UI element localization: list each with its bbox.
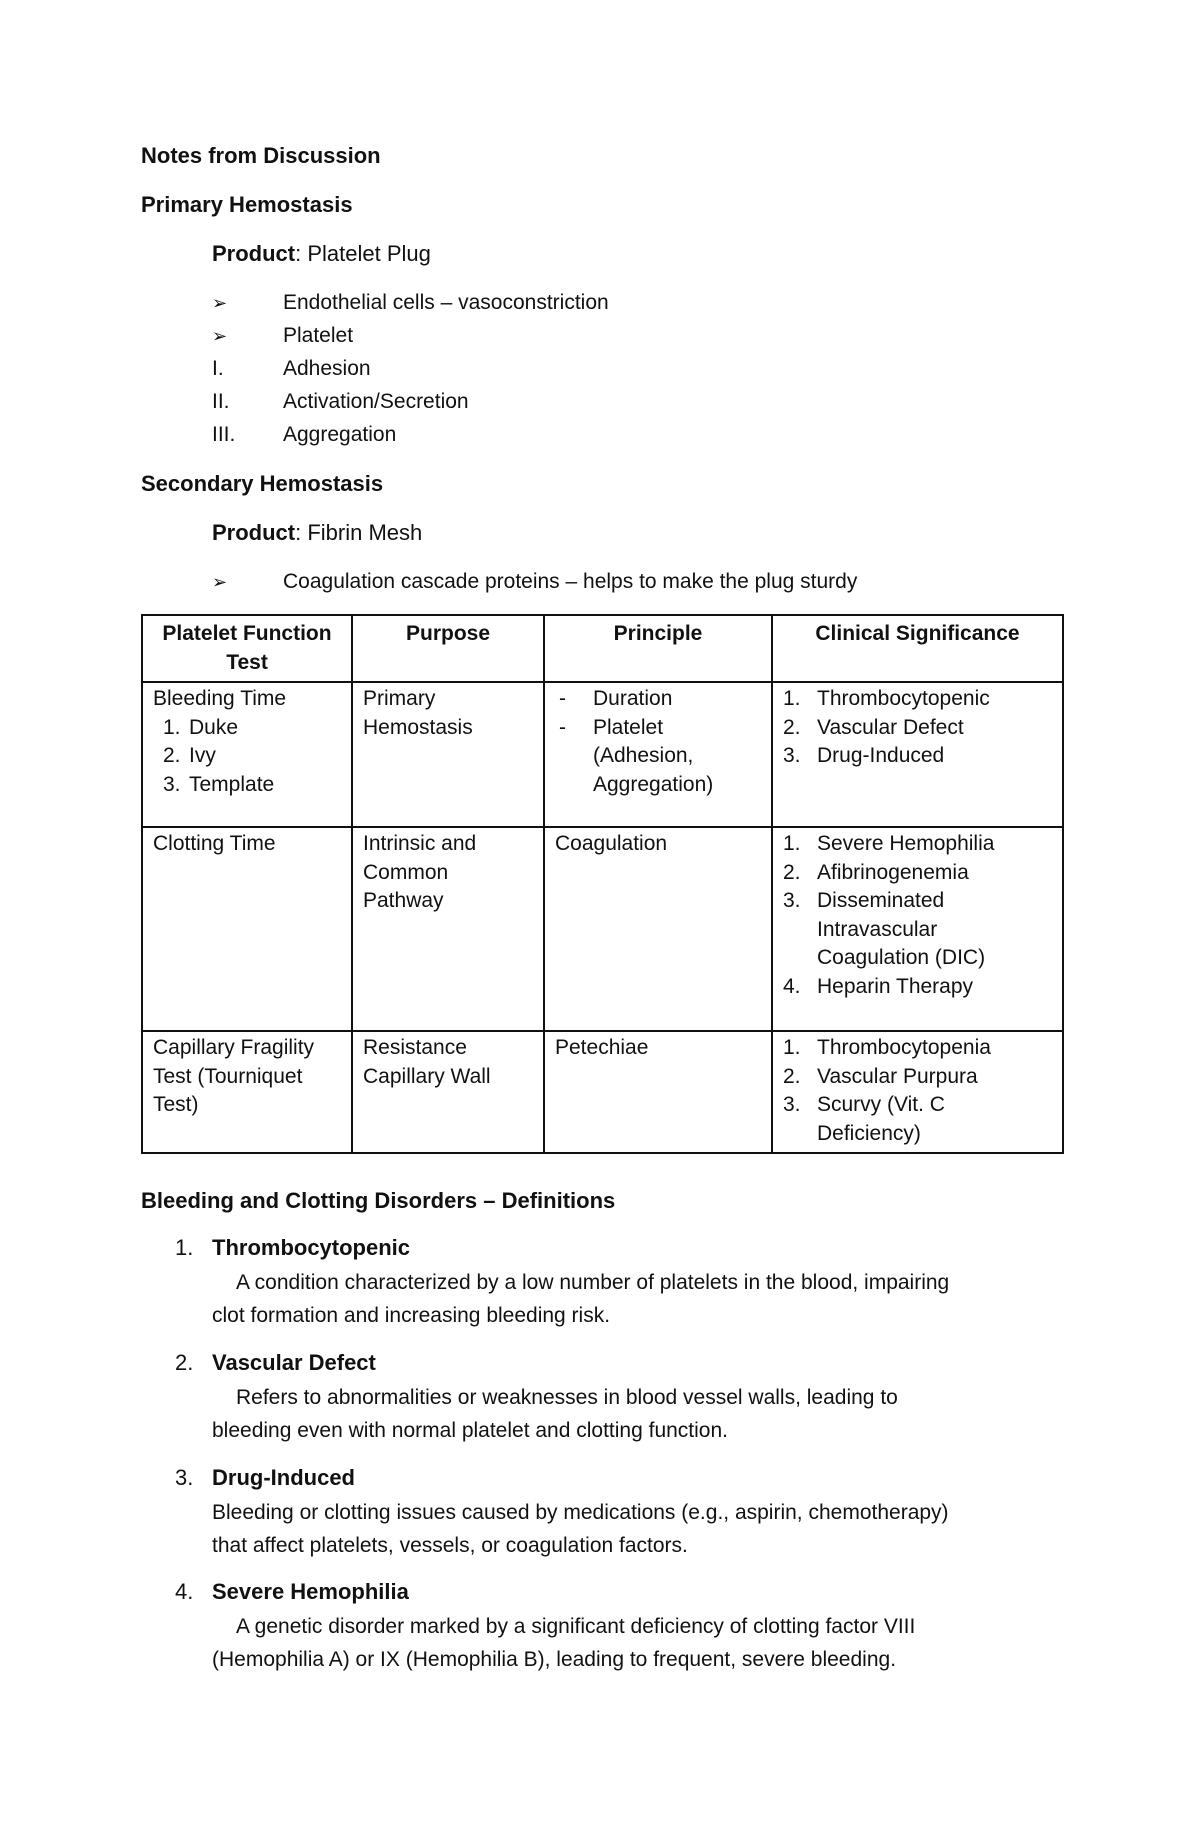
- bullet-text: Platelet: [283, 324, 354, 347]
- list-item-text: Disseminated Intravascular Coagulation (DIC): [817, 889, 986, 969]
- step-text: Activation/Secretion: [283, 390, 469, 413]
- definition-number: 3.: [175, 1465, 194, 1490]
- list-item: 4. Heparin Therapy: [783, 973, 1052, 1002]
- definition-number: 2.: [175, 1350, 194, 1375]
- list-item: - Duration: [555, 685, 761, 714]
- list-item: 2. Vascular Defect: [783, 714, 1052, 743]
- significance-cell: [772, 827, 1063, 1031]
- list-item-text: Scurvy (Vit. C Deficiency): [817, 1093, 945, 1145]
- secondary-product: [212, 519, 422, 547]
- definition-text: A genetic disorder marked by a significant deficiency of clotting factor VIII: [236, 1615, 916, 1638]
- arrowhead-bullet-icon: ➢: [212, 293, 228, 313]
- definition-term: Severe Hemophilia: [212, 1579, 409, 1604]
- list-item: 2. Ivy: [153, 742, 341, 771]
- definition-text: clot formation and increasing bleeding risk.: [212, 1304, 611, 1327]
- test-name: Bleeding Time: [153, 687, 287, 710]
- list-item: 1. Thrombocytopenia: [783, 1034, 1052, 1063]
- bullet-item: [212, 322, 227, 351]
- list-item-text: Thrombocytopenic: [817, 687, 990, 710]
- step-text: Aggregation: [283, 423, 397, 446]
- definition-number: 1.: [175, 1235, 194, 1260]
- table-row: [142, 1031, 1063, 1153]
- definition-text: Bleeding or clotting issues caused by medications (e.g., aspirin, chemotherapy): [212, 1501, 949, 1524]
- list-item-text: Ivy: [189, 744, 216, 767]
- list-item-text: Drug-Induced: [817, 744, 945, 767]
- test-cell: [142, 682, 352, 827]
- bullet-text: Coagulation cascade proteins – helps to make the plug sturdy: [283, 570, 858, 593]
- step-text: Adhesion: [283, 357, 371, 380]
- definition-text: Refers to abnormalities or weaknesses in blood vessel walls, leading to: [236, 1386, 898, 1409]
- bullet-item: [212, 289, 227, 318]
- principle-cell: Coagulation: [544, 827, 772, 1031]
- product-label: Product: [212, 520, 296, 545]
- definition-term: Vascular Defect: [212, 1350, 376, 1375]
- definition-text: bleeding even with normal platelet and clotting function.: [212, 1419, 728, 1442]
- product-label: Product: [212, 241, 296, 266]
- table-header-row: [142, 615, 1063, 682]
- list-item: 1. Thrombocytopenic: [783, 685, 1052, 714]
- platelet-function-table: [141, 614, 1064, 1154]
- arrowhead-bullet-icon: ➢: [212, 326, 228, 346]
- list-item: 3. Template: [153, 771, 341, 800]
- table-header: Clinical Significance: [772, 615, 1063, 682]
- list-item: 1. Duke: [153, 714, 341, 743]
- list-item: 3. Disseminated Intravascular Coagulation (DIC): [783, 887, 1052, 973]
- list-item-text: Vascular Purpura: [817, 1064, 978, 1088]
- step-number: III.: [212, 423, 236, 446]
- arrowhead-bullet-icon: ➢: [212, 572, 228, 592]
- definition-term: Thrombocytopenic: [212, 1235, 411, 1260]
- step-number: II.: [212, 390, 230, 413]
- significance-cell: [772, 682, 1063, 827]
- definition-text: A condition characterized by a low number of platelets in the blood, impairing: [236, 1271, 950, 1294]
- definition-number: 4.: [175, 1579, 194, 1604]
- list-item-text: Template: [189, 772, 275, 796]
- list-item: 3. Drug-Induced: [783, 742, 1052, 771]
- principle-cell: Petechiae: [544, 1031, 772, 1153]
- test-cell: Clotting Time: [142, 827, 352, 1031]
- purpose-cell: Primary Hemostasis: [352, 682, 544, 827]
- step-number: I.: [212, 357, 224, 380]
- primary-heading: Primary Hemostasis: [141, 192, 353, 217]
- principle-cell: [544, 682, 772, 827]
- list-item: 1. Severe Hemophilia: [783, 830, 1052, 859]
- list-item: 2. Afibrinogenemia: [783, 859, 1052, 888]
- list-item: 2. Vascular Purpura: [783, 1063, 1052, 1092]
- definitions-heading: Bleeding and Clotting Disorders – Definitions: [141, 1188, 616, 1213]
- list-item-text: Heparin Therapy: [817, 974, 974, 998]
- list-item-text: Afibrinogenemia: [817, 860, 969, 884]
- test-cell: Capillary Fragility Test (Tourniquet Test): [142, 1031, 352, 1153]
- list-item: - Platelet (Adhesion, Aggregation): [555, 714, 761, 800]
- list-item-text: Platelet (Adhesion, Aggregation): [593, 715, 714, 796]
- table-header: Purpose: [352, 615, 544, 682]
- bullet-text: Endothelial cells – vasoconstriction: [283, 291, 609, 314]
- significance-cell: [772, 1031, 1063, 1153]
- list-item-text: Thrombocytopenia: [817, 1036, 991, 1059]
- bullet-item: [212, 568, 227, 597]
- definition-text: that affect platelets, vessels, or coagulation factors.: [212, 1534, 688, 1557]
- table-header: Platelet Function Test: [142, 615, 352, 682]
- product-value: : Fibrin Mesh: [295, 520, 423, 545]
- notes-title: Notes from Discussion: [141, 143, 381, 168]
- definition-text: (Hemophilia A) or IX (Hemophilia B), leading to frequent, severe bleeding.: [212, 1648, 897, 1671]
- product-value: : Platelet Plug: [295, 241, 431, 266]
- table-row: [142, 682, 1063, 827]
- list-item-text: Duration: [593, 687, 673, 710]
- list-item-text: Duke: [189, 715, 239, 739]
- list-item-text: Vascular Defect: [817, 715, 964, 739]
- list-item-text: Severe Hemophilia: [817, 832, 995, 855]
- purpose-cell: Resistance Capillary Wall: [352, 1031, 544, 1153]
- definition-term: Drug-Induced: [212, 1465, 355, 1490]
- secondary-heading: Secondary Hemostasis: [141, 471, 384, 496]
- list-item: 3. Scurvy (Vit. C Deficiency): [783, 1091, 1052, 1148]
- primary-product: [212, 240, 431, 268]
- table-header: Principle: [544, 615, 772, 682]
- purpose-cell: Intrinsic and Common Pathway: [352, 827, 544, 1031]
- table-row: [142, 827, 1063, 1031]
